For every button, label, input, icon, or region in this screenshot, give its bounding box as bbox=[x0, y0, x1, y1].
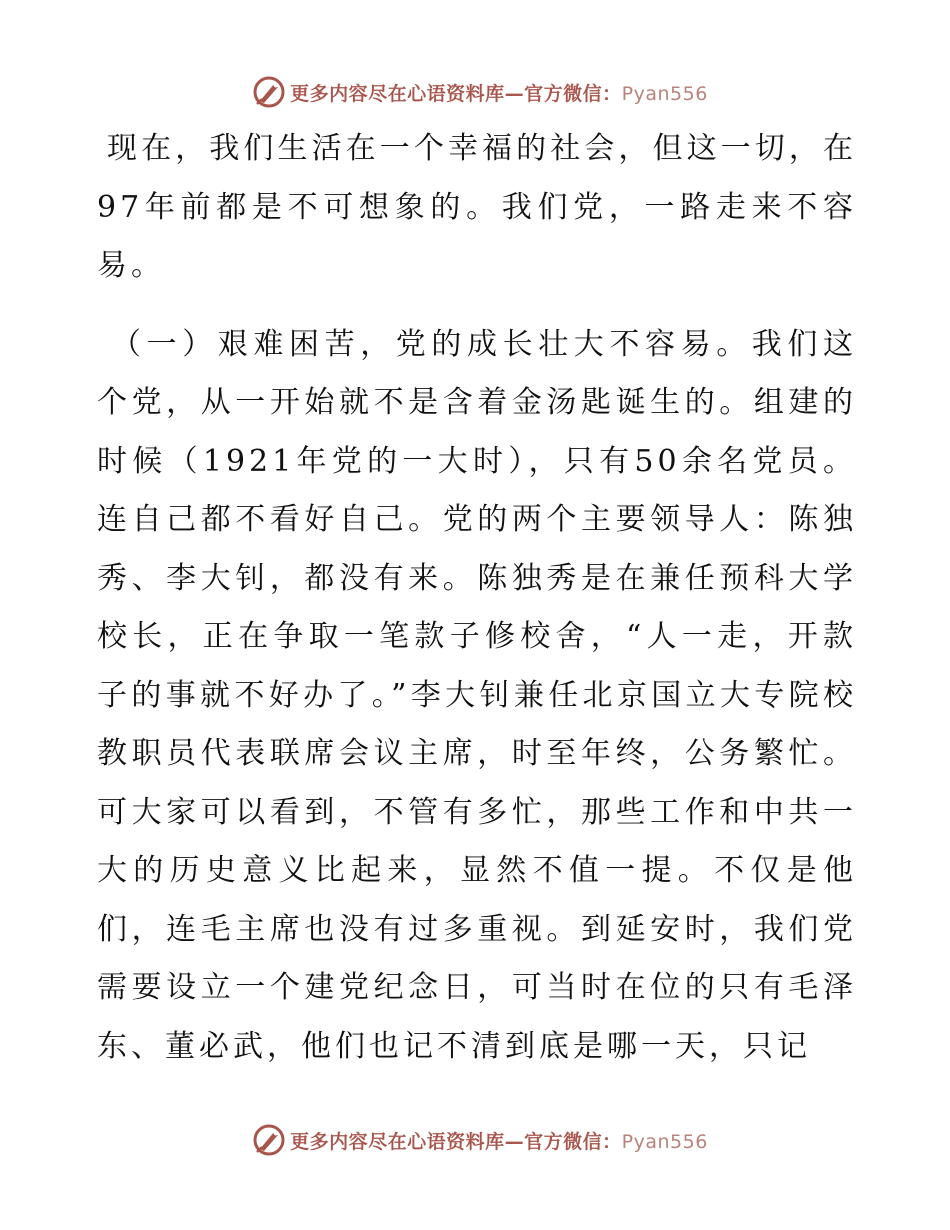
quill-pen-logo-icon bbox=[252, 75, 286, 109]
header-banner-label: 更多内容尽在心语资料库—官方微信： bbox=[290, 82, 622, 105]
document-body bbox=[97, 120, 857, 1076]
quill-pen-logo-icon bbox=[252, 1123, 286, 1157]
header-banner-content bbox=[252, 75, 708, 109]
paragraph-intro: 现在，我们生活在一个幸福的社会，但这一切，在97年前都是不可想象的。我们党，一路走来不容易。 bbox=[97, 131, 857, 283]
header-banner-text bbox=[290, 79, 708, 106]
footer-banner-content bbox=[252, 1123, 708, 1157]
footer-banner-label: 更多内容尽在心语资料库—官方微信： bbox=[290, 1130, 622, 1153]
header-wechat-id: Pyan556 bbox=[621, 82, 708, 105]
footer-wechat-id: Pyan556 bbox=[621, 1130, 708, 1153]
footer-banner bbox=[0, 1120, 950, 1160]
footer-banner-text bbox=[290, 1127, 708, 1154]
header-banner bbox=[0, 72, 950, 112]
paragraph-section-one: （一）艰难困苦，党的成长壮大不容易。我们这个党，从一开始就不是含着金汤匙诞生的。组建的时候（1921年党的一大时），只有50余名党员。连自己都不看好自己。党的两个主要领导人：陈独秀、李大钊，都没有来。陈独秀是在兼任预科大学校长，正在争取一笔款子修校舍，“人一走，开款子的事就不好办了。”李大钊兼任北京国立大专院校教职员代表联席会议主席，时至年终，公务繁忙。可大家可以看到，不管有多忙，那些工作和中共一大的历史意义比起来，显然不值一提。不仅是他们，连毛主席也没有过多重视。到延安时，我们党需要设立一个建党纪念日，可当时在位的只有毛泽东、董必武，他们也记不清到底是哪一天，只记 bbox=[97, 326, 857, 1064]
